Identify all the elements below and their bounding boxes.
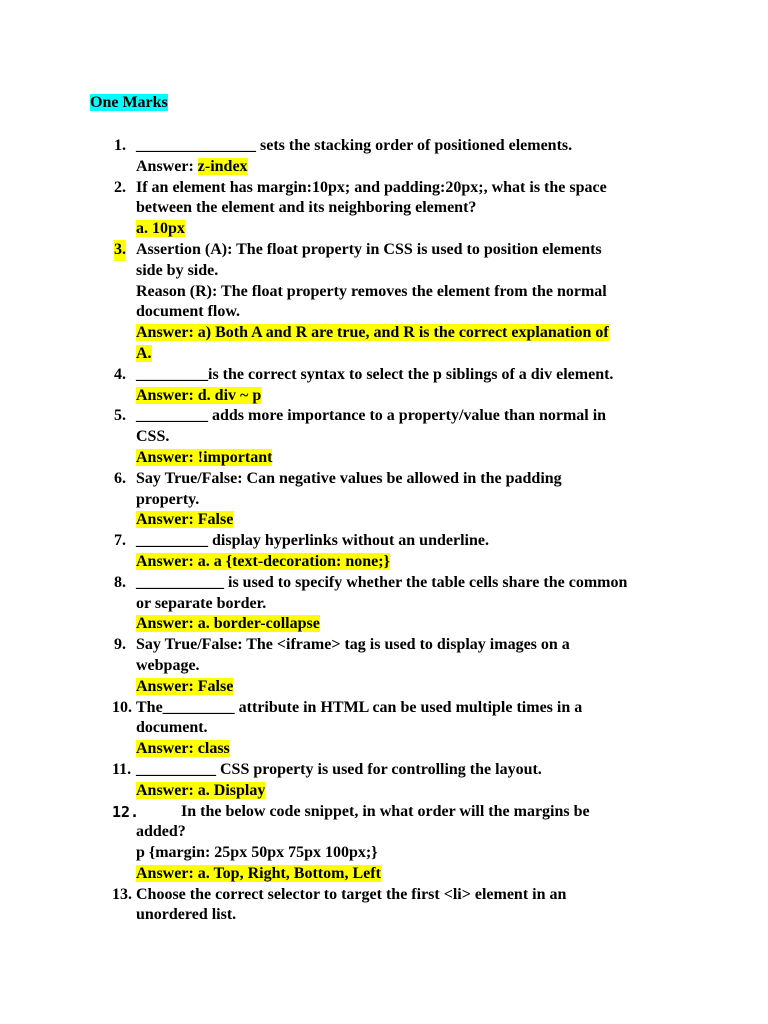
question-text: The_________ attribute in HTML can be used multiple times in a	[136, 698, 583, 716]
question-item	[0, 240, 768, 365]
question-item	[0, 802, 768, 885]
question-item	[0, 531, 768, 573]
answer-line	[136, 677, 768, 698]
question-text: _________ display hyperlinks without an underline.	[136, 532, 489, 550]
question-text: _________is the correct syntax to select the p siblings of a div element.	[136, 365, 614, 383]
answer-line	[136, 323, 768, 344]
question-text: In the below code snippet, in what order will the margins be	[181, 802, 590, 820]
question-text: Assertion (A): The float property in CSS is used to position elements	[136, 240, 602, 258]
answer-line	[136, 510, 768, 531]
question-number: 11.	[112, 760, 132, 778]
answer-text: A.	[136, 344, 152, 362]
question-text: ___________ is used to specify whether the table cells share the common	[136, 573, 628, 591]
question-number: 8.	[114, 573, 126, 591]
answer-text: Answer: !important	[136, 448, 273, 466]
answer-line	[136, 739, 768, 760]
question-item	[0, 885, 768, 927]
question-number: 10.	[112, 698, 132, 716]
question-text: Say True/False: Can negative values be allowed in the padding	[136, 469, 562, 487]
question-number: 1.	[114, 137, 126, 154]
question-number: 4.	[114, 365, 126, 383]
answer-text: a. 10px	[136, 220, 185, 238]
question-list	[0, 136, 768, 926]
question-text: Choose the correct selector to target the first <li> element in an	[136, 885, 567, 903]
answer-line	[136, 614, 768, 635]
section-heading-text: One Marks	[90, 94, 168, 111]
question-text: or separate border.	[136, 594, 267, 612]
answer-line	[136, 448, 768, 469]
code-snippet: p {margin: 25px 50px 75px 100px;}	[136, 844, 378, 862]
answer-line	[136, 219, 768, 240]
question-number: 13.	[112, 885, 132, 903]
question-item	[0, 698, 768, 760]
answer-line	[136, 344, 768, 365]
question-text: side by side.	[136, 261, 219, 279]
question-number: 6.	[114, 469, 126, 487]
question-item	[0, 760, 768, 802]
answer-text: Answer: d. div ~ p	[136, 386, 262, 404]
answer-text: Answer: a. border-collapse	[136, 615, 320, 633]
question-item	[0, 573, 768, 635]
question-item	[0, 635, 768, 697]
question-text: Say True/False: The <iframe> tag is used to display images on a	[136, 636, 570, 654]
question-text: _______________ sets the stacking order of positioned elements.	[136, 137, 573, 154]
question-number: 7.	[114, 532, 126, 550]
question-text: between the element and its neighboring element?	[136, 199, 477, 217]
question-text: _________ adds more importance to a property/value than normal in	[136, 407, 607, 425]
answer-line	[136, 157, 768, 178]
question-text: added?	[136, 823, 186, 841]
question-item	[0, 136, 768, 178]
question-item	[0, 178, 768, 240]
question-number: 9.	[114, 636, 126, 654]
question-text: unordered list.	[136, 906, 237, 924]
question-item	[0, 365, 768, 407]
question-item	[0, 469, 768, 531]
answer-text: Answer: a. Display	[136, 781, 266, 799]
question-number: 12.	[112, 802, 140, 821]
question-number: 3.	[114, 240, 126, 261]
answer-text: Answer: a. a {text-decoration: none;}	[136, 552, 390, 570]
question-text: __________ CSS property is used for controlling the layout.	[136, 760, 542, 778]
question-item	[0, 406, 768, 468]
answer-text: z-index	[197, 157, 248, 175]
answer-line	[136, 552, 768, 573]
answer-text: Answer: False	[136, 677, 234, 695]
question-number: 5.	[114, 407, 126, 425]
answer-text: Answer: False	[136, 511, 234, 529]
answer-prefix: Answer:	[136, 157, 198, 175]
question-text: Reason (R): The float property removes the element from the normal	[136, 282, 607, 300]
answer-text: Answer: a) Both A and R are true, and R is the correct explanation of	[136, 324, 609, 342]
answer-line	[136, 386, 768, 407]
question-text: If an element has margin:10px; and padding:20px;, what is the space	[136, 178, 607, 196]
question-text: property.	[136, 490, 200, 508]
question-text: webpage.	[136, 656, 200, 674]
answer-line	[136, 781, 768, 802]
section-heading	[90, 92, 168, 113]
question-text: CSS.	[136, 428, 170, 446]
question-text: document.	[136, 719, 208, 737]
answer-line	[136, 864, 768, 885]
answer-text: Answer: a. Top, Right, Bottom, Left	[136, 864, 381, 882]
answer-text: Answer: class	[136, 740, 230, 758]
question-text: document flow.	[136, 303, 240, 321]
question-number: 2.	[114, 178, 126, 196]
